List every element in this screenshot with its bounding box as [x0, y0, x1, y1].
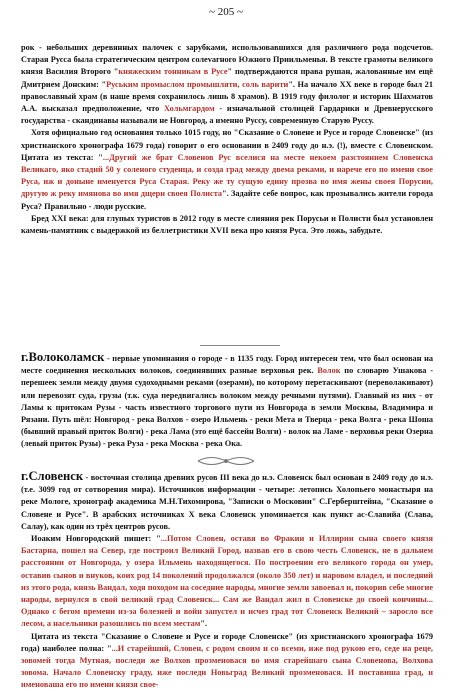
paragraph [21, 213, 433, 237]
text-block-russa [21, 42, 433, 237]
section-divider [200, 345, 280, 346]
page-number: ~ 205 ~ [209, 6, 243, 18]
text-run: ". Задайте себе вопрос, как прозывались жители города Руса? Правильно - люди русские. [21, 189, 433, 211]
text-run: Бред XXI века: для глупых туристов в 2012 году в месте слияния рек Порусьи и Полисти был установлен камень-памятник с выдержкой из беллетристики XVII века про князя Руса. Это ложь, забудьте. [21, 213, 433, 236]
paragraph [21, 351, 433, 451]
text-run: ". На начало XX веке в городе был 21 православный храм (в наше время сохранилось лишь 8 храмов). В 1919 году филолог и историк Шахматов А.А. высказал предположение, что [21, 79, 433, 114]
paragraph [21, 42, 433, 127]
highlighted-text: Руським промыслом промышляти, соль варити [106, 79, 289, 89]
paragraph-body [21, 473, 433, 531]
text-run: - первые упоминания о городе - в 1135 году. Город интересен тем, что был основан на месте соединения нескольких волоков, соединявших разные верховья рек. [21, 354, 433, 376]
paragraph-body [21, 354, 433, 448]
paragraph [21, 470, 433, 533]
text-run: по словарю Ушакова - перешеек земли между двумя судоходными реками (озерами), по которому перетаскивают (переволакивают) или перевозят суда, грузы (т.к. суда передвигались волоком между речными путями). Главный из них - от Ламы к притокам Рузы - часть известного торгового пути из Новгорода в земли Москвы, Владимира и Рязани. Путь шёл: Новгород - река Волхов - озеро Ильмень - реки Мета и Тверца - река Волга - река Шоша (бывший правый приток Волги) - река Лама (это ещё бассейн Волги) - волок на Ламе - верховья реки Озерна (левый приток Рузы) - река Руза - река Москва - река Ока. [21, 366, 434, 449]
text-run: Иоаким Новгородский пишет: " [31, 534, 161, 544]
section-heading: г.Словенск [21, 469, 84, 483]
text-run: " подтверждаются права рушан, жалованные им ещё Дмитрием Донским: " [21, 67, 433, 89]
ornament-divider [196, 454, 256, 468]
text-run: Хотя официально год основания только 1015 году, но "Сказание о Словене и Русе и городе Словенске" (из христианского хронографа 1679 года) говорит о его основании в 2409 году до н.э. (!), вместе с Словенском. Цитата из текста: " [21, 128, 433, 162]
paragraph [21, 533, 433, 631]
highlighted-text: Волок [317, 366, 341, 376]
text-block-volokolamsk [21, 351, 433, 451]
highlighted-text: Хольмгардом [163, 104, 215, 114]
text-run: Цитата из текста "Сказание о Словене и Русе и городе Словенске" (из христианского хронографа 1679 года) наиболее полна: " [21, 631, 433, 653]
highlighted-text: ...Другий же брат Словенов Рус вселися на месте некоем разстоянием Словенска Великаго, яко стадий 50 у соленого студенца, и созда град между двема реками, и нарече его по имени свое Руса, иж и доныне именуется Руса Старая. Реку же ту сущую едину прозва во имя жены своея Порусии, другую ж реку имянова во имя дщери своея Полиста [21, 152, 434, 199]
paragraph [21, 127, 433, 212]
section-heading: г.Волоколамск [21, 350, 105, 364]
text-run: - восточная столица древних русов III века до н.э. Словенск был основан в 2409 году до н.э. (т.е. 3099 год от сотворения мира). Источников информации - четыре: летопись Холопьего монастыря на реке Мологе, хронограф академика М.Н.Тихомирова, "Записки о Московии" С.Герберштейна, "Сказание о Словене и Русе". В арабских источниках X века Словенск упоминается как пункт ас-Славийа (Слава, Салау), как один из трёх центров русов. [21, 473, 433, 531]
highlighted-text: ...Потом Словен, оставя во Фракии и Иллирии сына своего князя Бастарна, пошел на Север, где построил Великий Город, назвав его в свою честь Словенск, не в дальнем расстоянии от Новгорода, у озера Ильмень находящегося. По построении его великого города он умер, оставив сынов и внуков, коих род 14 поколений продолжался (около 350 лет) и наровом владел, и последний из этого рода, князь Вандал, ходя походом на соседние народы, многие земли завоевал и, покорив себе многие народы, вернулся в свой великий град Словенск... Сам же Вандал жил в Словенске до своей кончины... Однако с бегом времени из-за болезней и войн запустел и исчез град тот Словенск Великий – заросло все лесом, а насельники разошлись по всем местам [21, 534, 434, 629]
text-block-slovensk [21, 470, 433, 692]
text-run: - изначальной столицей Гардарики и Древнерусского государства - скандинавы называли не Новгород, а именно Руссу, современную Старую Руссу. [21, 104, 433, 126]
text-run: рок - небольших деревянных палочек с зарубками, использовавшихся для различного рода подсчетов. Старая Русса была стратегическим центром солеvarного Южного Приильменья. В тексте грамоты великого князя Василия Второго " [21, 43, 433, 77]
highlighted-text: княжеским тонникам в Русе [118, 67, 228, 77]
highlighted-text: ...И старейший, Словен, с родом своим и со всеми, иже под рукою его, седе на реце, зовомей тогда Мутная, последи же Волхов прозменовася во имя старейшаго сына Словенова, Волхова зовома. Начало Словенску граду, иже последи Новьград Великий прозменовася. И поставиша град, и именоваша его по имени князя свое- [21, 643, 433, 690]
text-run: ". [200, 619, 208, 629]
